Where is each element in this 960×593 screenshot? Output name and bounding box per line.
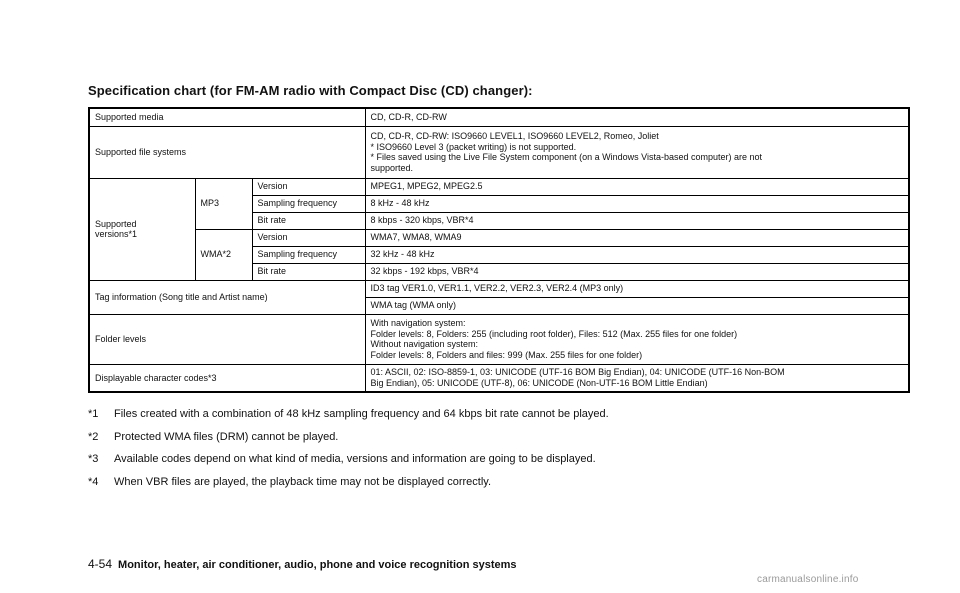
table-row	[89, 229, 909, 246]
footnote-mark: *3	[88, 453, 99, 465]
page-title: Specification chart (for FM-AM radio with Compact Disc (CD) changer):	[88, 83, 533, 98]
page-footer	[88, 557, 517, 571]
value-line: Folder levels: 8, Folders and files: 999 (Max. 255 files for one folder)	[370, 349, 643, 360]
row-value: 8 kHz - 48 kHz	[365, 195, 909, 212]
table-row	[89, 280, 909, 297]
section-title: Monitor, heater, air conditioner, audio, phone and voice recognition systems	[118, 559, 517, 571]
row-value: CD, CD-R, CD-RW	[365, 108, 909, 126]
footnote	[88, 453, 609, 467]
footnotes	[88, 408, 609, 498]
footnote-text: Protected WMA files (DRM) cannot be played.	[114, 430, 339, 443]
value-line: Folder levels: 8, Folders: 255 (including root folder), Files: 512 (Max. 255 files for one folder)	[370, 328, 738, 339]
footnote	[88, 408, 609, 422]
footnote-text: Files created with a combination of 48 kHz sampling frequency and 64 kbps bit rate cannot be played.	[114, 408, 609, 420]
row-value: MPEG1, MPEG2, MPEG2.5	[365, 178, 909, 195]
row-value: 32 kbps - 192 kbps, VBR*4	[365, 263, 909, 280]
table-row	[89, 314, 909, 364]
watermark: carmanualsonline.info	[757, 574, 859, 585]
value-line: With navigation system:	[370, 318, 466, 328]
footnote-mark: *2	[88, 430, 99, 443]
param-label: Sampling frequency	[252, 195, 365, 212]
row-label: Folder levels	[89, 314, 365, 364]
row-label: Supported media	[89, 108, 365, 126]
label-line: versions*1	[95, 229, 138, 239]
value-line: Big Endian), 05: UNICODE (UTF-8), 06: UNICODE (Non-UTF-16 BOM Little Endian)	[370, 377, 708, 388]
row-label	[89, 178, 195, 280]
label-line: Supported	[95, 218, 137, 229]
table-row	[89, 108, 909, 126]
value-line: supported.	[370, 162, 414, 173]
value-line: Without navigation system:	[370, 339, 479, 349]
param-label: Sampling frequency	[252, 246, 365, 263]
row-value: WMA7, WMA8, WMA9	[365, 229, 909, 246]
value-line: 01: ASCII, 02: ISO-8859-1, 03: UNICODE (UTF-16 BOM Big Endian), 04: UNICODE (UTF-16 Non-BOM	[370, 367, 785, 378]
param-label: Version	[252, 178, 365, 195]
row-label: Tag information (Song title and Artist name)	[89, 280, 365, 314]
row-label: Displayable character codes*3	[89, 364, 365, 392]
row-label: Supported file systems	[89, 126, 365, 178]
footnote-mark: *4	[88, 475, 99, 488]
param-label: Bit rate	[252, 212, 365, 229]
table-row	[89, 364, 909, 392]
footnote-text: Available codes depend on what kind of media, versions and information are going to be displayed.	[114, 453, 596, 465]
row-value: 32 kHz - 48 kHz	[365, 246, 909, 263]
footnote	[88, 476, 609, 490]
value-line: * ISO9660 Level 3 (packet writing) is not supported.	[370, 141, 577, 152]
footnote	[88, 431, 609, 445]
value-line: * Files saved using the Live File System component (on a Windows Vista-based computer) are not	[370, 152, 763, 162]
specification-table	[88, 107, 910, 393]
row-value	[365, 126, 909, 178]
row-value	[365, 364, 909, 392]
param-label: Version	[252, 229, 365, 246]
row-value: WMA tag (WMA only)	[365, 297, 909, 314]
format-label-mp3: MP3	[195, 178, 252, 229]
format-label-wma: WMA*2	[195, 229, 252, 280]
footnote-mark: *1	[88, 408, 99, 420]
value-line: CD, CD-R, CD-RW: ISO9660 LEVEL1, ISO9660 LEVEL2, Romeo, Joliet	[370, 131, 659, 141]
table-row	[89, 178, 909, 195]
page-number: 4-54	[88, 557, 113, 571]
row-value: 8 kbps - 320 kbps, VBR*4	[365, 212, 909, 229]
param-label: Bit rate	[252, 263, 365, 280]
footnote-text: When VBR files are played, the playback time may not be displayed correctly.	[114, 475, 492, 488]
row-value: ID3 tag VER1.0, VER1.1, VER2.2, VER2.3, VER2.4 (MP3 only)	[365, 280, 909, 297]
row-value	[365, 314, 909, 364]
table-row	[89, 126, 909, 178]
